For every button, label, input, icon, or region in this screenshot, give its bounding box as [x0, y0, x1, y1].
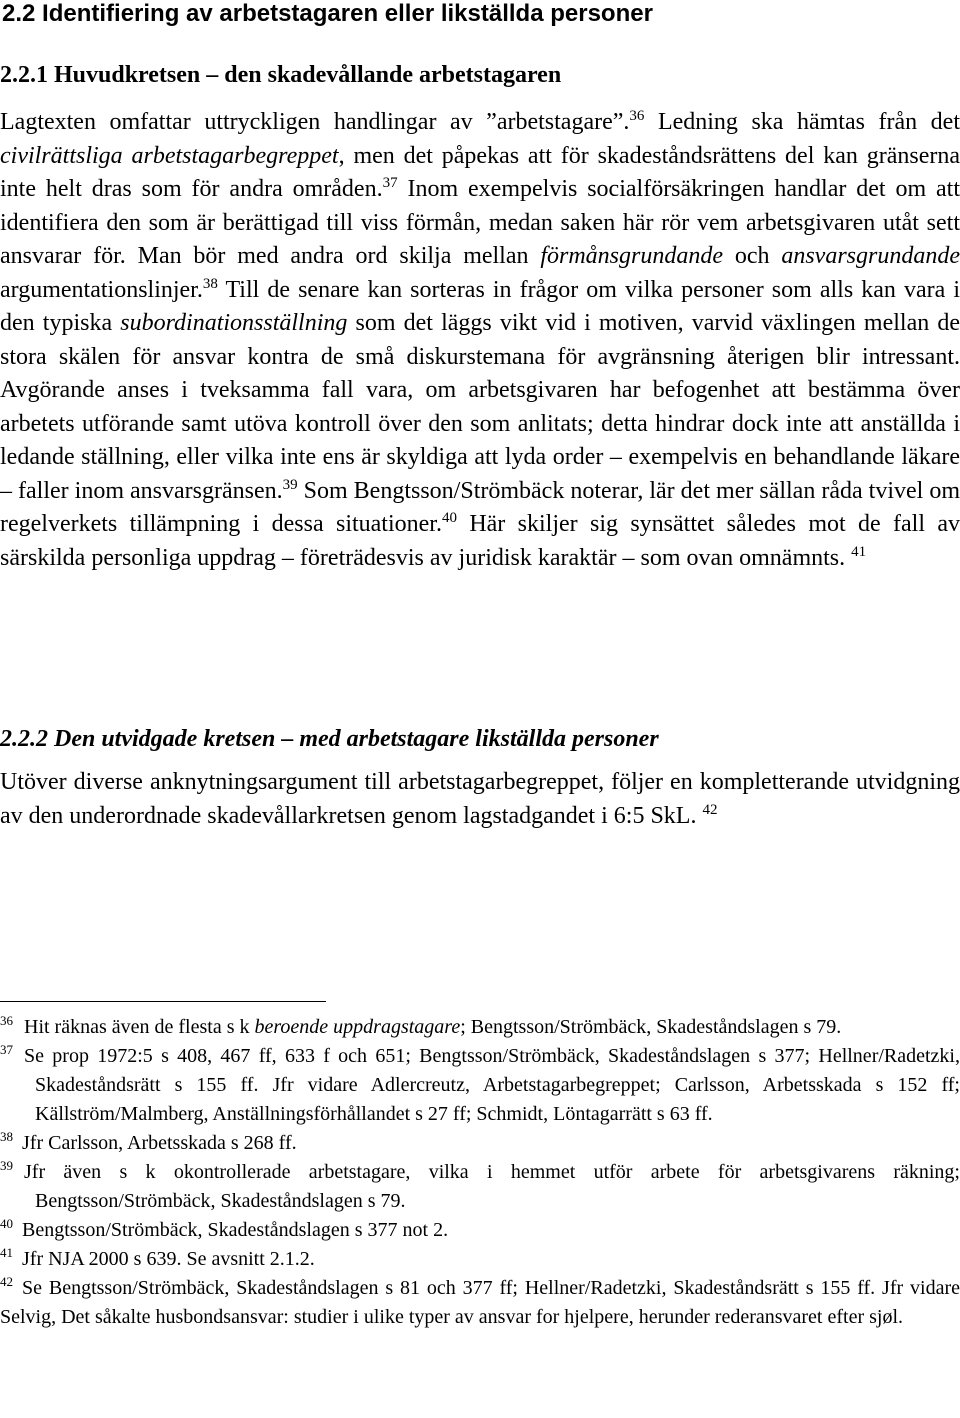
- footnote-ref-42: 42: [702, 801, 718, 818]
- subsection-heading-2-2-2: [0, 724, 659, 754]
- text-run: , men det påpekas att för skadeståndsrättens del kan gränserna inte helt dras som för andra områden.: [0, 142, 960, 202]
- footnote-text: ; Bengtsson/Strömbäck, Skadeståndslagen s 79.: [460, 1016, 842, 1038]
- section-heading: 2.2 Identifiering av arbetstagaren eller likställda personer: [2, 0, 653, 27]
- text-run: Till de senare kan sorteras in frågor om vilka personer som alls kan vara i den typiska: [0, 276, 960, 336]
- footnote-text: Jfr även s k okontrollerade arbetstagare, vilka i hemmet utför arbete för arbetsgivarens räkning; Bengtsson/Strömbäck, Skadeståndslagen s 79.: [24, 1161, 960, 1212]
- footnote-36: 36 Hit räknas även de flesta s k beroende uppdragstagare; Bengtsson/Strömbäck, Skadeståndslagen s 79.: [0, 1013, 842, 1038]
- text-run: Som Bengtsson/Strömbäck noterar, lär det mer sällan råda tvivel om regelverkets tillämpning i dessa situationer.: [0, 477, 960, 537]
- text-run: Inom exempelvis socialförsäkringen handlar det om att identifiera den som är berättigad till viss förmån, medan saken här rör vem arbetsgivaren utåt sett ansvarar för. Man bör med andra ord skilja mellan: [0, 176, 960, 269]
- footnote-41: 41 Jfr NJA 2000 s 639. Se avsnitt 2.1.2.: [0, 1245, 315, 1270]
- footnote-ref-40: 40: [441, 510, 457, 526]
- italic-term: subordinationsställning: [120, 310, 348, 336]
- footnote-text: Jfr Carlsson, Arbetsskada s 268 ff.: [22, 1132, 297, 1154]
- text-run: argumentationslinjer.: [0, 276, 203, 303]
- text-run: Utöver diverse anknytningsargument till arbetstagarbegreppet, följer en kompletterande utvidgning av den underordnade skadevållarkretsen genom lagstadgandet i 6:5 SkL.: [0, 769, 960, 829]
- footnote-text: Hit räknas även de flesta s k: [24, 1016, 255, 1038]
- footnote-37: 37 Se prop 1972:5 s 408, 467 ff, 633 f och 651; Bengtsson/Strömbäck, Skadeståndslagen s 377; Hellner/Radetzki, Skadeståndsrätt s 155 ff. Jfr vidare Adlercreutz, Arbetstagarbegreppet; Carlsson, Arbetsskada s 152 ff; Källström/Malmberg, Anställningsförhållandet s 27 ff; Schmidt, Löntagarrätt s 63 ff.: [0, 1042, 960, 1125]
- footnote-42: 42 Se Bengtsson/Strömbäck, Skadeståndslagen s 81 och 377 ff; Hellner/Radetzki, Skadeståndsrätt s 155 ff. Jfr vidare Selvig, Det såkalte husbondsansvar: studier i ulike typer av ansvar for hjelpere, herunder rederansvaret efter sjøl.: [0, 1274, 960, 1328]
- body-paragraph-2: [0, 766, 960, 833]
- footnote-38: 38 Jfr Carlsson, Arbetsskada s 268 ff.: [0, 1129, 297, 1154]
- text-run: Här skiljer sig synsättet således mot de fall av särskilda personliga uppdrag – företrädesvis av juridisk karaktär – som ovan omnämnts.: [0, 511, 960, 571]
- footnote-ref-41: 41: [851, 543, 867, 560]
- footnote-40: 40 Bengtsson/Strömbäck, Skadeståndslagen s 377 not 2.: [0, 1216, 449, 1241]
- text-run: som det läggs vikt vid i motiven, varvid växlingen mellan de stora skälen för ansvar kontra de små diskurstemana för avgränsning återigen blir intressant. Avgörande anses i tveksamma fall vara, om arbetsgivaren har befogenhet att bestämma över arbetets utförande samt utöva kontroll över den som anlitats; detta hindrar dock inte att anställda i ledande ställning, eller vilka inte ens är skyldiga att lyda order – exempelvis en behandlande läkare – faller inom ansvarsgränsen.: [0, 310, 960, 504]
- text-run: Ledning ska hämtas från det: [644, 109, 960, 135]
- text-run: Lagtexten omfattar uttryckligen handlingar av ”arbetstagare”.: [0, 109, 630, 135]
- text-run: och: [723, 243, 782, 269]
- footnote-italic: beroende uppdragstagare: [254, 1016, 461, 1038]
- footnote-text: Se Bengtsson/Strömbäck, Skadeståndslagen s 81 och 377 ff; Hellner/Radetzki, Skadeståndsrätt s 155 ff. Jfr vidare Selvig, Det såkalte husbondsansvar: studier i ulike typer av ansvar for hjelpere, herunder rederansvaret efter sjøl.: [0, 1277, 960, 1328]
- italic-term: civilrättsliga arbetstagarbegreppet: [0, 142, 339, 169]
- footnote-separator: [0, 1001, 326, 1002]
- footnote-ref-38: 38: [202, 275, 218, 292]
- footnote-ref-39: 39: [282, 476, 298, 493]
- footnotes: [0, 1013, 960, 1332]
- subsection-heading-text: 2.2.2 Den utvidgade kretsen – med arbetstagare likställda personer: [0, 726, 659, 752]
- italic-term: förmånsgrundande: [540, 243, 724, 269]
- subsection-heading-2-2-1: 2.2.1 Huvudkretsen – den skadevållande arbetstagaren: [0, 62, 562, 88]
- italic-term: ansvarsgrundande: [781, 243, 960, 269]
- footnote-39: 39 Jfr även s k okontrollerade arbetstagare, vilka i hemmet utför arbete för arbetsgivarens räkning; Bengtsson/Strömbäck, Skadeståndslagen s 79.: [0, 1158, 960, 1212]
- body-paragraph-1: [0, 106, 960, 575]
- footnote-text: Se prop 1972:5 s 408, 467 ff, 633 f och 651; Bengtsson/Strömbäck, Skadeståndslagen s 377; Hellner/Radetzki, Skadeståndsrätt s 155 ff. Jfr vidare Adlercreutz, Arbetstagarbegreppet; Carlsson, Arbetsskada s 152 ff; Källström/Malmberg, Anställningsförhållandet s 27 ff; Schmidt, Löntagarrätt s 63 ff.: [24, 1045, 960, 1125]
- footnote-text: Jfr NJA 2000 s 639. Se avsnitt 2.1.2.: [22, 1248, 315, 1270]
- footnote-ref-36: 36: [629, 108, 645, 124]
- footnote-text: Bengtsson/Strömbäck, Skadeståndslagen s 377 not 2.: [22, 1219, 449, 1241]
- footnote-ref-37: 37: [382, 175, 398, 191]
